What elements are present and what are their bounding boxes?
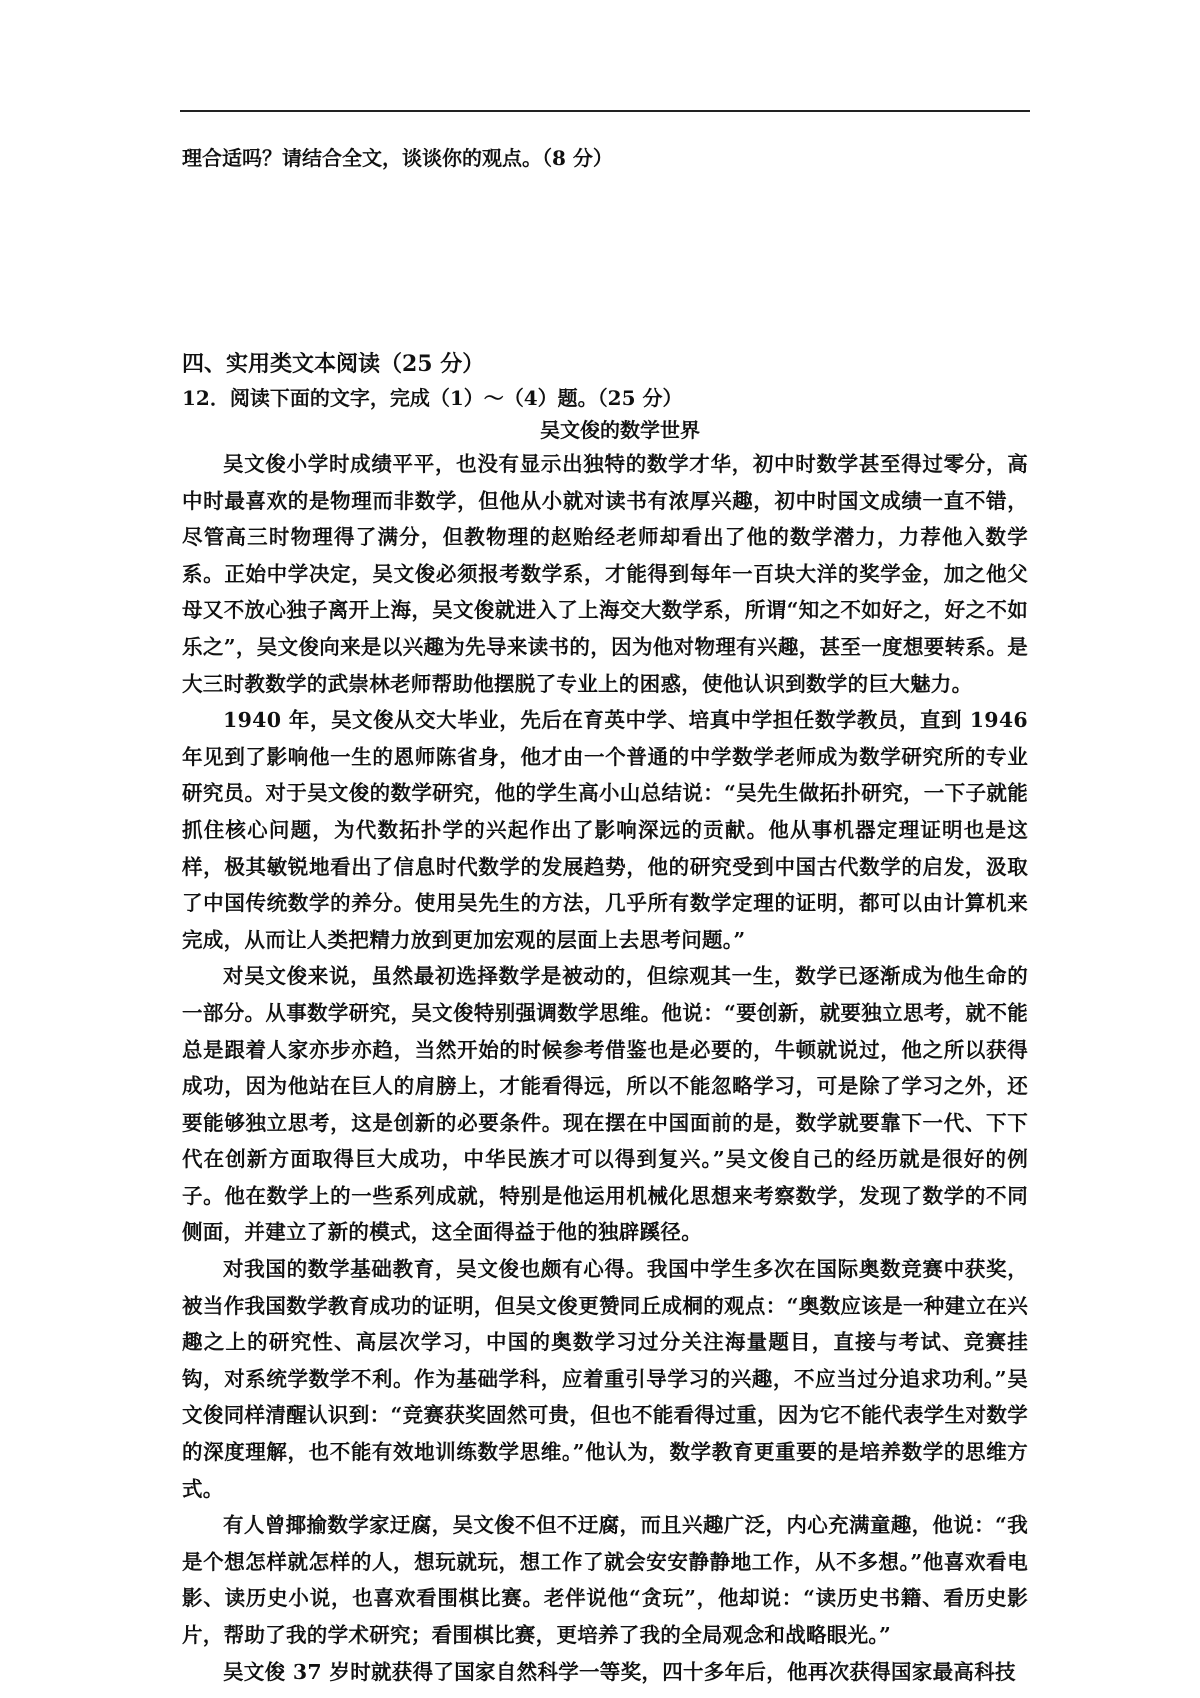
section-title: 四、实用类文本阅读（25 分）: [182, 351, 485, 377]
article-paragraph-5: 有人曾揶揄数学家迂腐，吴文俊不但不迂腐，而且兴趣广泛，内心充满童趣，他说：“我是个想怎样就怎样的人，想玩就玩，想工作了就会安安静静地工作，从不多想。”他喜欢看电影、读历史小说，也喜欢看围棋比赛。老伴说他“贪玩”，他却说：“读历史书籍、看历史影片，帮助了我的学术研究；看围棋比赛，更培养了我的全局观念和战略眼光。”: [182, 1513, 1028, 1647]
article-paragraph-1: 吴文俊小学时成绩平平，也没有显示出独特的数学才华，初中时数学甚至得过零分，高中时最喜欢的是物理而非数学，但他从小就对读书有浓厚兴趣，初中时国文成绩一直不错，尽管高三时物理得了满分，但教物理的赵贻经老师却看出了他的数学潜力，力荐他入数学系。正始中学决定，吴文俊必须报考数学系，才能得到每年一百块大洋的奖学金，加之他父母又不放心独子离开上海，吴文俊就进入了上海交大数学系，所谓“知之不如好之，好之不如乐之”，吴文俊向来是以兴趣为先导来读书的，因为他对物理有兴趣，甚至一度想要转系。是大三时教数学的武崇林老师帮助他摆脱了专业上的困惑，使他认识到数学的巨大魅力。: [182, 452, 1028, 696]
article-title: 吴文俊的数学世界: [540, 418, 700, 442]
question-prompt: 12．阅读下面的文字，完成（1）～（4）题。（25 分）: [182, 386, 683, 410]
page-content: [182, 138, 1028, 1690]
article-paragraph-3: 对吴文俊来说，虽然最初选择数学是被动的，但综观其一生，数学已逐渐成为他生命的一部分。从事数学研究，吴文俊特别强调数学思维。他说：“要创新，就要独立思考，就不能总是跟着人家亦步亦趋，当然开始的时候参考借鉴也是必要的，牛顿就说过，他之所以获得成功，因为他站在巨人的肩膀上，才能看得远，所以不能忽略学习，可是除了学习之外，还要能够独立思考，这是创新的必要条件。现在摆在中国面前的是，数学就要靠下一代、下下代在创新方面取得巨大成功，中华民族才可以得到复兴。”吴文俊自己的经历就是很好的例子。他在数学上的一些系列成就，特别是他运用机械化思想来考察数学，发现了数学的不同侧面，并建立了新的模式，这全面得益于他的独辟蹊径。: [182, 964, 1028, 1245]
article-paragraph-2: 1940 年，吴文俊从交大毕业，先后在育英中学、培真中学担任数学教员，直到 1946 年见到了影响他一生的恩师陈省身，他才由一个普通的中学数学老师成为数学研究所的专业研究员。对于吴文俊的数学研究，他的学生高小山总结说：“吴先生做拓扑研究，一下子就能抓住核心问题，为代数拓扑学的兴起作出了影响深远的贡献。他从事机器定理证明也是这样，极其敏锐地看出了信息时代数学的发展趋势，他的研究受到中国古代数学的启发，汲取了中国传统数学的养分。使用吴先生的方法，几乎所有数学定理的证明，都可以由计算机来完成，从而让人类把精力放到更加宏观的层面上去思考问题。”: [182, 708, 1028, 952]
header-rule: [180, 110, 1030, 112]
previous-question-continuation: 理合适吗？请结合全文，谈谈你的观点。（8 分）: [182, 146, 613, 170]
article-paragraph-4: 对我国的数学基础教育，吴文俊也颇有心得。我国中学生多次在国际奥数竞赛中获奖，被当作我国数学教育成功的证明，但吴文俊更赞同丘成桐的观点：“奥数应该是一种建立在兴趣之上的研究性、高层次学习，中国的奥数学习过分关注海量题目，直接与考试、竞赛挂钩，对系统学数学不利。作为基础学科，应着重引导学习的兴趣，不应当过分追求功利。”吴文俊同样清醒认识到：“竞赛获奖固然可贵，但也不能看得过重，因为它不能代表学生对数学的深度理解，也不能有效地训练数学思维。”他认为，数学教育更重要的是培养数学的思维方式。: [182, 1257, 1028, 1501]
article-paragraph-6: 吴文俊 37 岁时就获得了国家自然科学一等奖，四十多年后，他再次获得国家最高科技: [223, 1659, 1016, 1684]
